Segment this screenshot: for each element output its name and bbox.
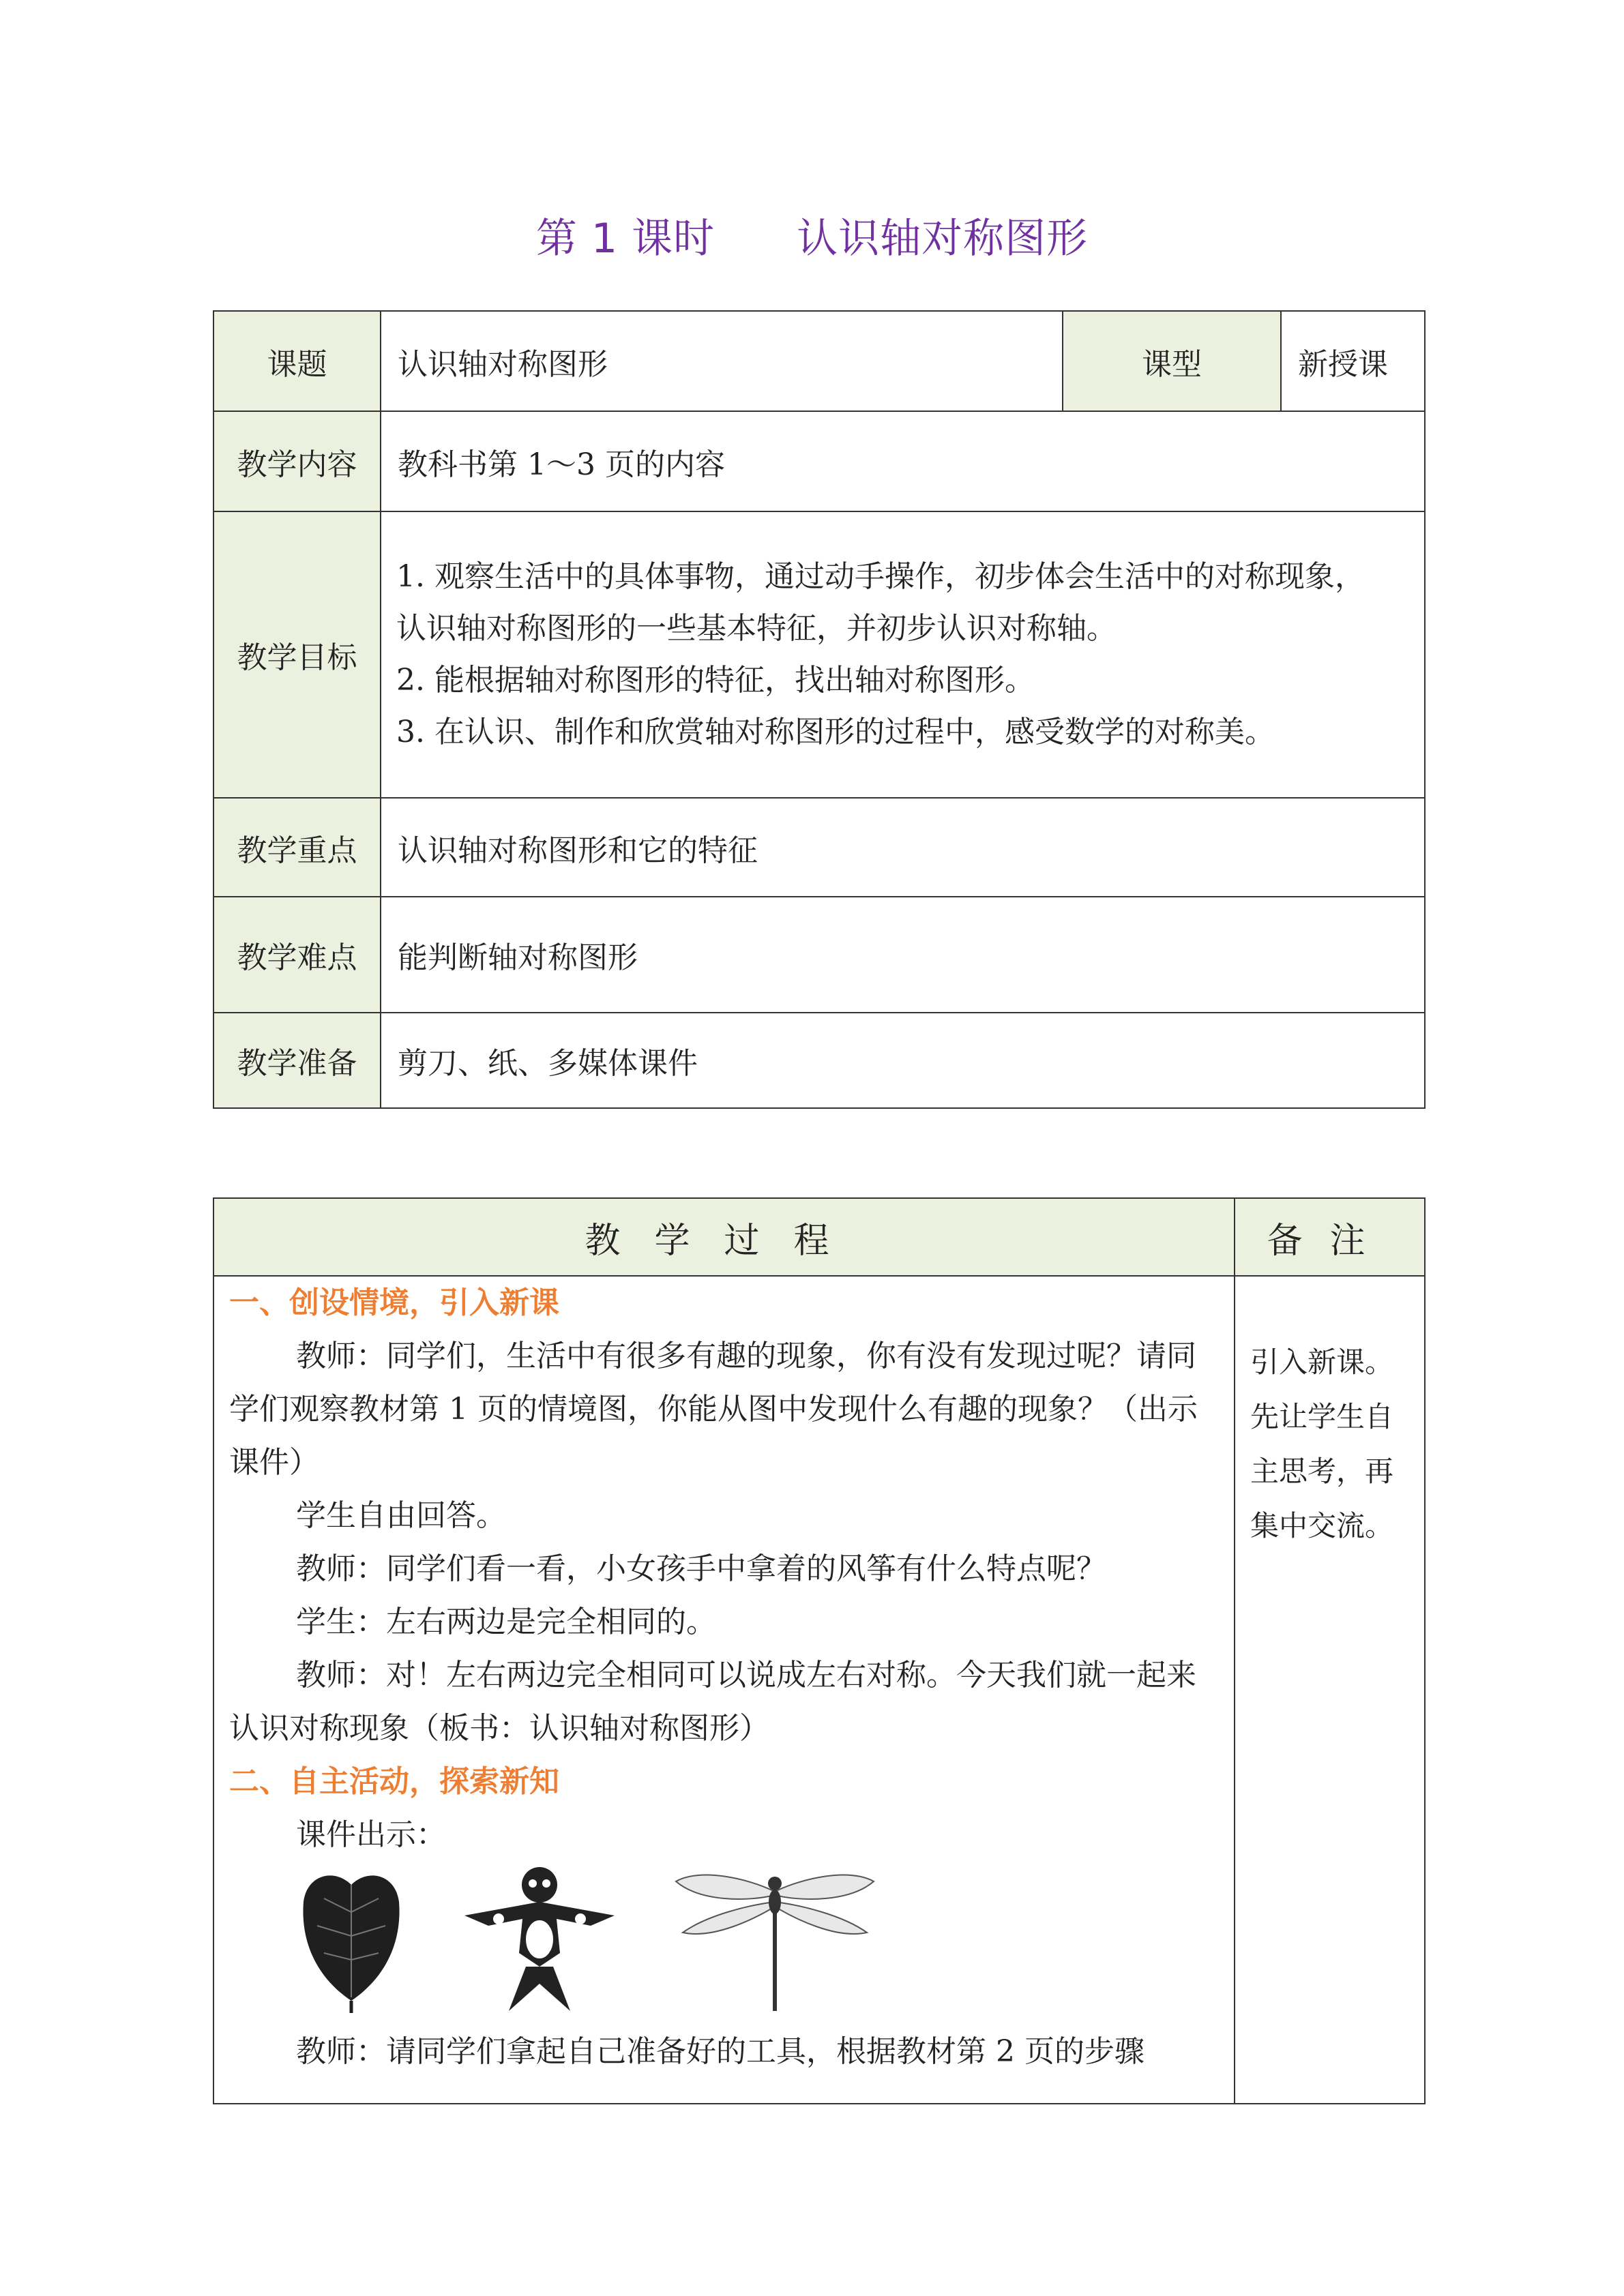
process-content	[213, 1276, 1235, 2104]
notes-header: 备注	[1235, 1198, 1425, 1276]
difficulty-value: 能判断轴对称图形	[381, 897, 1425, 1013]
lesson-title: 认识轴对称图形	[797, 215, 1089, 263]
paragraph: 教师：同学们看一看，小女孩手中拿着的风筝有什么特点呢？	[296, 1551, 1106, 1586]
page-title	[0, 206, 1624, 265]
paragraph: 教师：请同学们拿起自己准备好的工具，根据教材第 2 页的步骤	[296, 2034, 1145, 2069]
section-heading: 一、创设情境，引入新课	[229, 1285, 559, 1320]
difficulty-row	[213, 897, 1425, 1013]
lesson-number: 第 1 课时	[535, 215, 715, 263]
prep-row	[213, 1013, 1425, 1108]
paragraph: 课件出示：	[296, 1817, 446, 1852]
prep-value: 剪刀、纸、多媒体课件	[381, 1013, 1425, 1108]
goal-line: 2. 能根据轴对称图形的特征，找出轴对称图形。	[396, 663, 1035, 698]
topic-label: 课题	[213, 311, 381, 411]
lesson-info-table	[213, 310, 1426, 1109]
prep-label: 教学准备	[213, 1013, 381, 1108]
paragraph: 学生自由回答。	[296, 1498, 506, 1533]
key-row	[213, 798, 1425, 897]
swallow-kite-image	[461, 1864, 618, 2014]
topic-row	[213, 311, 1425, 411]
content-row	[213, 411, 1425, 511]
paragraph: 教师：对！左右两边完全相同可以说成左右对称。今天我们就一起来认识对称现象（板书：认识轴对称图形）	[229, 1658, 1196, 1746]
section-heading: 二、自主活动，探索新知	[229, 1764, 559, 1799]
key-label: 教学重点	[213, 798, 381, 897]
difficulty-label: 教学难点	[213, 897, 381, 1013]
leaf-image	[300, 1864, 402, 2014]
content-value: 教科书第 1～3 页的内容	[381, 411, 1425, 511]
dragonfly-image	[673, 1864, 877, 2014]
notes-content: 引入新课。先让学生自主思考，再集中交流。	[1235, 1276, 1425, 2104]
key-value: 认识轴对称图形和它的特征	[381, 798, 1425, 897]
content-label: 教学内容	[213, 411, 381, 511]
type-label: 课型	[1063, 311, 1281, 411]
goal-line: 1. 观察生活中的具体事物，通过动手操作，初步体会生活中的对称现象，	[396, 559, 1365, 594]
teaching-process-table	[213, 1197, 1426, 2104]
goals-label: 教学目标	[213, 511, 381, 798]
process-header-label: 教学过程	[585, 1220, 863, 1262]
goals-row	[213, 511, 1425, 798]
paragraph: 学生：左右两边是完全相同的。	[296, 1605, 716, 1639]
topic-value: 认识轴对称图形	[381, 311, 1063, 411]
type-value: 新授课	[1281, 311, 1425, 411]
goal-line: 认识轴对称图形的一些基本特征，并初步认识对称轴。	[396, 611, 1117, 646]
goal-line: 3. 在认识、制作和欣赏轴对称图形的过程中，感受数学的对称美。	[396, 715, 1275, 749]
courseware-pictures	[229, 1864, 1220, 2018]
goals-value	[381, 511, 1425, 798]
process-header	[213, 1198, 1235, 1276]
paragraph: 教师：同学们，生活中有很多有趣的现象，你有没有发现过呢？请同学们观察教材第 1 页的情境图，你能从图中发现什么有趣的现象？（出示课件）	[229, 1339, 1198, 1480]
